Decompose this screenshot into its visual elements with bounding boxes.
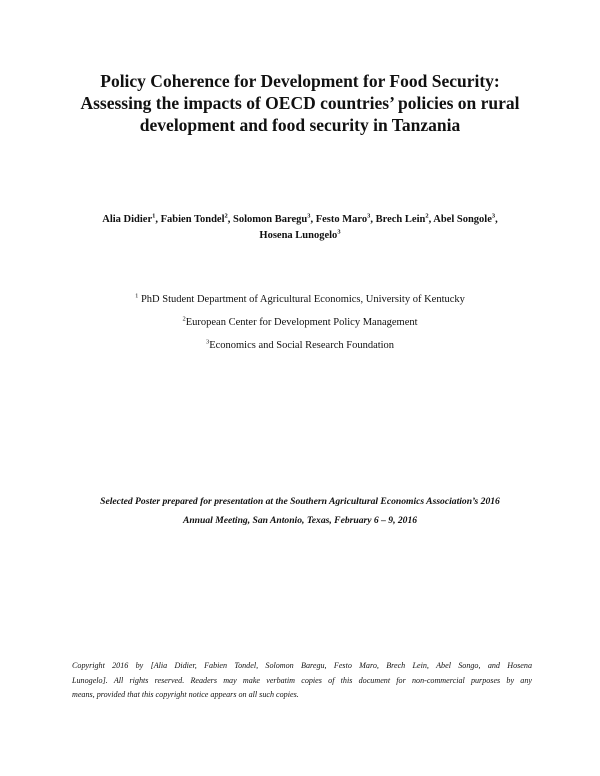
author-affiliation-mark: 2 (224, 212, 228, 220)
copyright-line-2: Lunogelo]. All rights reserved. Readers may make verbatim copies of this document for non-commercial purposes by any (72, 675, 532, 685)
author-name: Hosena Lunogelo (259, 230, 338, 241)
author-line-2 (40, 228, 560, 244)
author-affiliation-mark: 3 (491, 212, 496, 220)
author-separator: , (310, 214, 316, 225)
author-line-1 (40, 212, 560, 228)
author-separator: , (495, 214, 498, 225)
author-separator: , (370, 214, 376, 225)
author-name: Brech Lein (375, 214, 426, 225)
affiliation-3 (40, 339, 560, 353)
poster-presentation-note (40, 492, 560, 530)
author-name: Festo Maro (315, 214, 368, 225)
author-name: Solomon Baregu (233, 214, 308, 225)
author-affiliation-mark: 3 (307, 212, 311, 220)
paper-title (40, 70, 560, 136)
poster-note-line-1: Selected Poster prepared for presentation at the Southern Agricultural Economics Association’s 2016 (100, 496, 500, 507)
affiliation-text: European Center for Development Policy Management (185, 317, 418, 328)
affiliation-mark: 2 (182, 315, 186, 323)
title-line-1: Policy Coherence for Development for Food Security: (100, 71, 500, 91)
author-separator: , (428, 214, 434, 225)
affiliation-mark: 3 (205, 338, 210, 346)
affiliation-1 (40, 293, 560, 307)
title-line-3: development and food security in Tanzania (139, 115, 461, 135)
author-list (40, 212, 560, 244)
author-affiliation-mark: 3 (337, 228, 341, 236)
author-name: Abel Songole (433, 214, 492, 225)
copyright-line-1: Copyright 2016 by [Alia Didier, Fabien Tondel, Solomon Baregu, Festo Maro, Brech Lein, Abel Songo, and Hosena (72, 661, 532, 670)
author-separator: , (155, 214, 161, 225)
author-affiliation-mark: 1 (152, 212, 156, 220)
affiliation-text: PhD Student Department of Agricultural Economics, University of Kentucky (138, 294, 465, 305)
copyright-notice (72, 659, 532, 703)
author-name: Fabien Tondel (160, 214, 225, 225)
affiliation-2 (40, 316, 560, 330)
affiliation-text: Economics and Social Research Foundation (209, 340, 395, 351)
author-separator: , (227, 214, 234, 225)
author-name: Alia Didier (102, 214, 153, 225)
poster-note-line-2: Annual Meeting, San Antonio, Texas, February 6 – 9, 2016 (182, 515, 418, 526)
title-line-2: Assessing the impacts of OECD countries’ policies on rural (80, 93, 520, 113)
author-affiliation-mark: 3 (367, 212, 371, 220)
copyright-line-3: means, provided that this copyright notice appears on all such copies. (72, 690, 299, 699)
author-affiliation-mark: 2 (425, 212, 429, 220)
affiliation-mark: 1 (135, 292, 139, 300)
